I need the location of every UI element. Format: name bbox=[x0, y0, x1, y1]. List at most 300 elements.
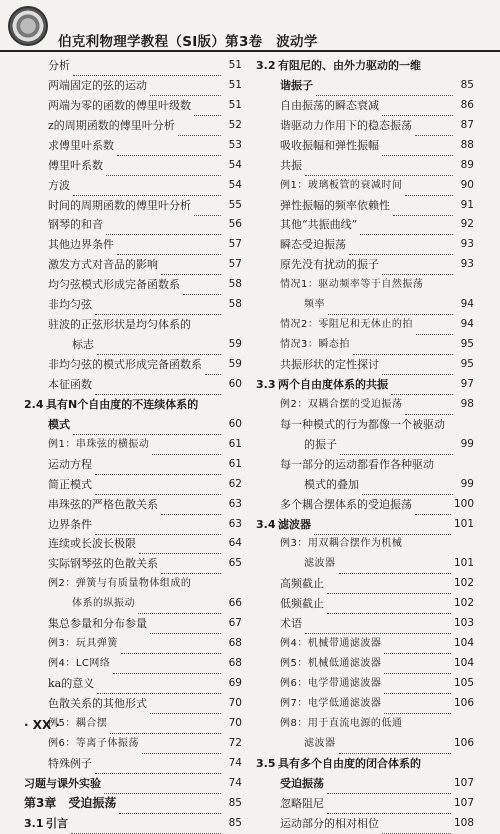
dot-leader bbox=[393, 203, 453, 216]
toc-entry bbox=[24, 395, 242, 415]
dot-leader bbox=[340, 442, 453, 455]
toc-entry-title: 简正模式 bbox=[48, 477, 92, 491]
dot-leader bbox=[382, 103, 453, 116]
toc-entry bbox=[256, 535, 474, 555]
toc-entry bbox=[256, 315, 474, 335]
toc-entry-title: 频率 bbox=[304, 299, 325, 311]
toc-entry-page: 57 bbox=[228, 258, 242, 271]
dot-leader bbox=[95, 382, 221, 395]
toc-entry bbox=[256, 56, 474, 76]
toc-entry-title: 有阻尼的、由外力驱动的一维 bbox=[278, 58, 421, 72]
toc-entry bbox=[256, 295, 474, 315]
toc-entry bbox=[256, 196, 474, 216]
toc-entry-page: 72 bbox=[228, 736, 242, 749]
dot-leader bbox=[113, 661, 221, 674]
toc-entry bbox=[24, 355, 242, 375]
toc-left-column bbox=[24, 56, 242, 834]
toc-entry-title: 连续或长波长极限 bbox=[48, 537, 136, 551]
toc-entry bbox=[24, 275, 242, 295]
toc-entry bbox=[256, 395, 474, 415]
toc-entry-title: 例5：耦合摆 bbox=[48, 717, 108, 729]
toc-entry-page: 51 bbox=[228, 98, 242, 111]
toc-entry-page: 61 bbox=[228, 457, 242, 470]
toc-entry bbox=[256, 674, 474, 694]
toc-entry-page: 85 bbox=[228, 796, 242, 809]
toc-entry-page: 70 bbox=[228, 696, 242, 709]
toc-entry-page: 51 bbox=[228, 78, 242, 91]
toc-entry-title: 吸收振幅和弹性振幅 bbox=[280, 138, 379, 152]
dot-leader bbox=[97, 681, 221, 694]
toc-entry bbox=[24, 455, 242, 475]
toc-entry-page: 67 bbox=[228, 617, 242, 630]
toc-entry-title: 本征函数 bbox=[48, 377, 92, 391]
toc-entry-title: 共振形状的定性探讨 bbox=[280, 358, 379, 372]
toc-entry bbox=[24, 96, 242, 116]
dot-leader bbox=[327, 581, 451, 594]
toc-entry-title: z的周期函数的傅里叶分析 bbox=[48, 118, 175, 132]
toc-entry-title: 钢琴的和音 bbox=[48, 218, 103, 232]
dot-leader bbox=[95, 482, 221, 495]
toc-entry-title: 引言 bbox=[46, 816, 68, 830]
dot-leader bbox=[161, 502, 221, 515]
toc-entry-page: 52 bbox=[228, 118, 242, 131]
dot-leader bbox=[73, 183, 221, 196]
toc-entry-page: 104 bbox=[453, 637, 474, 650]
toc-entry-title: 均匀弦模式形成完备函数系 bbox=[48, 278, 180, 292]
toc-entry bbox=[256, 515, 474, 535]
dot-leader bbox=[121, 641, 221, 654]
toc-entry-title: 谐驱动力作用下的稳态振荡 bbox=[280, 118, 412, 132]
toc-entry-title: 谐振子 bbox=[280, 78, 313, 92]
dot-leader bbox=[382, 262, 453, 275]
dot-leader bbox=[150, 621, 221, 634]
dot-leader bbox=[349, 242, 453, 255]
toc-entry bbox=[24, 315, 242, 335]
dot-leader bbox=[138, 601, 221, 614]
toc-entry-page: 101 bbox=[453, 517, 474, 530]
toc-entry-page: 87 bbox=[460, 118, 474, 131]
dot-leader bbox=[95, 761, 221, 774]
toc-entry bbox=[24, 634, 242, 654]
toc-entry-page: 101 bbox=[453, 557, 474, 570]
toc-entry bbox=[256, 574, 474, 594]
toc-entry bbox=[256, 235, 474, 255]
dot-leader bbox=[327, 801, 451, 814]
toc-entry-title: 分析 bbox=[48, 58, 70, 72]
dot-leader bbox=[106, 222, 221, 235]
toc-entry-page: 100 bbox=[453, 497, 474, 510]
toc-entry-title: 例1：玻璃板管的衰减时间 bbox=[280, 179, 403, 191]
toc-entry-title: 例2：弹簧与有质量物体组成的 bbox=[48, 578, 192, 590]
toc-entry bbox=[24, 674, 242, 694]
toc-entry-title: 其他边界条件 bbox=[48, 238, 114, 252]
toc-entry-title: 特殊例子 bbox=[48, 756, 92, 770]
dot-leader bbox=[305, 621, 451, 634]
toc-entry bbox=[24, 136, 242, 156]
toc-entry-title: 时间的周期函数的傅里叶分析 bbox=[48, 198, 191, 212]
toc-entry bbox=[24, 235, 242, 255]
toc-entry bbox=[24, 554, 242, 574]
dot-leader bbox=[384, 641, 451, 654]
toc-entry-title: 例7：电学低通滤波器 bbox=[280, 697, 382, 709]
toc-entry bbox=[256, 754, 474, 774]
toc-entry bbox=[24, 594, 242, 614]
toc-entry-page: 65 bbox=[228, 557, 242, 570]
toc-right-column bbox=[256, 56, 474, 834]
dot-leader bbox=[327, 781, 451, 794]
university-seal-logo bbox=[8, 6, 48, 46]
toc-entry bbox=[256, 415, 474, 435]
toc-entry-title: 例4：机械带通滤波器 bbox=[280, 638, 382, 650]
toc-entry-title: 例4：LC网络 bbox=[48, 658, 111, 670]
toc-entry-page: 56 bbox=[228, 218, 242, 231]
toc-entry-page: 53 bbox=[228, 138, 242, 151]
toc-entry-title: 例3：玩具弹簧 bbox=[48, 638, 118, 650]
toc-entry bbox=[256, 375, 474, 395]
toc-entry-title: 运动部分的相对相位 bbox=[280, 816, 379, 830]
toc-entry-page: 54 bbox=[228, 158, 242, 171]
toc-entry bbox=[256, 335, 474, 355]
toc-entry-page: 62 bbox=[228, 477, 242, 490]
dot-leader bbox=[353, 342, 453, 355]
dot-leader bbox=[327, 601, 451, 614]
toc-entry-title: 标志 bbox=[72, 338, 94, 352]
section-number: 3.2 bbox=[256, 58, 276, 72]
toc-entry-title: 非均匀弦的模式形成完备函数系 bbox=[48, 358, 202, 372]
toc-entry bbox=[24, 535, 242, 555]
toc-entry bbox=[256, 475, 474, 495]
toc-entry-page: 95 bbox=[460, 358, 474, 371]
dot-leader bbox=[360, 222, 453, 235]
toc-entry bbox=[24, 216, 242, 236]
section-number: 3.4 bbox=[256, 517, 276, 531]
toc-entry-page: 69 bbox=[228, 677, 242, 690]
toc-entry-title: 实际钢琴弦的色散关系 bbox=[48, 557, 158, 571]
toc-entry-title: 模式的叠加 bbox=[304, 477, 359, 491]
toc-entry-title: 低频截止 bbox=[280, 597, 324, 611]
header-rule bbox=[0, 50, 500, 52]
toc-entry-title: 两个自由度体系的共振 bbox=[278, 377, 388, 391]
dot-leader bbox=[194, 103, 221, 116]
dot-leader bbox=[150, 701, 221, 714]
toc-entry-page: 94 bbox=[460, 298, 474, 311]
toc-entry-title: 例5：机械低通滤波器 bbox=[280, 658, 382, 670]
toc-entry-page: 102 bbox=[453, 577, 474, 590]
toc-entry-title: 串珠弦的严格色散关系 bbox=[48, 497, 158, 511]
dot-leader bbox=[142, 741, 221, 754]
toc-entry bbox=[24, 734, 242, 754]
toc-entry-page: 94 bbox=[460, 318, 474, 331]
toc-entry bbox=[24, 156, 242, 176]
toc-entry-title: 的振子 bbox=[304, 437, 337, 451]
dot-leader bbox=[97, 342, 221, 355]
dot-leader bbox=[183, 282, 221, 295]
toc-entry-title: 习题与课外实验 bbox=[24, 776, 101, 790]
toc-entry-page: 106 bbox=[453, 696, 474, 709]
dot-leader bbox=[382, 362, 453, 375]
section-number: 3.5 bbox=[256, 756, 276, 770]
dot-leader bbox=[106, 163, 221, 176]
toc-entry-page: 74 bbox=[228, 776, 242, 789]
toc-entry bbox=[24, 515, 242, 535]
toc-entry bbox=[256, 216, 474, 236]
toc-entry-title: 术语 bbox=[280, 617, 302, 631]
toc-entry bbox=[24, 375, 242, 395]
toc-entry-title: 例1：串珠弦的横振动 bbox=[48, 438, 150, 450]
toc-entry-title: 共振 bbox=[280, 158, 302, 172]
toc-entry-page: 61 bbox=[228, 437, 242, 450]
dot-leader bbox=[95, 302, 221, 315]
toc-entry bbox=[24, 654, 242, 674]
dot-leader bbox=[73, 63, 221, 76]
toc-entry-title: 受迫振荡 bbox=[280, 776, 324, 790]
toc-entry bbox=[24, 76, 242, 96]
dot-leader bbox=[316, 83, 453, 96]
toc-entry-title: 多个耦合摆体系的受迫振荡 bbox=[280, 497, 412, 511]
toc-entry-title: 第3章 受迫振荡 bbox=[24, 795, 117, 810]
toc-entry-page: 54 bbox=[228, 178, 242, 191]
dot-leader bbox=[339, 561, 451, 574]
toc-entry bbox=[24, 614, 242, 634]
toc-entry bbox=[256, 275, 474, 295]
toc-entry-title: 高频截止 bbox=[280, 577, 324, 591]
toc-entry-page: 99 bbox=[460, 437, 474, 450]
toc-entry bbox=[256, 435, 474, 455]
dot-leader bbox=[405, 183, 453, 196]
dot-leader bbox=[415, 502, 451, 515]
dot-leader bbox=[178, 123, 221, 136]
toc-entry bbox=[256, 794, 474, 814]
toc-entry-title: 驻波的正弦形状是均匀体系的 bbox=[48, 318, 191, 332]
toc-entry bbox=[24, 794, 242, 814]
toc-entry-title: 忽略阻尼 bbox=[280, 796, 324, 810]
toc-entry-title: 激发方式对音品的影响 bbox=[48, 258, 158, 272]
toc-entry bbox=[256, 654, 474, 674]
toc-entry-page: 68 bbox=[228, 637, 242, 650]
toc-entry-title: 色散关系的其他形式 bbox=[48, 696, 147, 710]
toc-entry-title: 两端固定的弦的运动 bbox=[48, 78, 147, 92]
toc-entry bbox=[256, 614, 474, 634]
toc-entry bbox=[24, 415, 242, 435]
toc-entry-page: 88 bbox=[460, 138, 474, 151]
toc-entry-title: 每一部分的运动都看作各种驱动 bbox=[280, 457, 434, 471]
toc-entry-page: 59 bbox=[228, 358, 242, 371]
toc-entry-title: 例3：用双耦合摆作为机械 bbox=[280, 538, 403, 550]
toc-entry bbox=[24, 176, 242, 196]
dot-leader bbox=[104, 781, 221, 794]
dot-leader bbox=[415, 123, 453, 136]
toc-entry-page: 93 bbox=[460, 258, 474, 271]
dot-leader bbox=[152, 442, 221, 455]
toc-entry-page: 60 bbox=[228, 377, 242, 390]
toc-entry-title: 其他“共振曲线” bbox=[280, 218, 358, 232]
dot-leader bbox=[139, 541, 221, 554]
dot-leader bbox=[362, 482, 453, 495]
toc-entry-page: 74 bbox=[228, 756, 242, 769]
toc-entry-page: 64 bbox=[228, 537, 242, 550]
toc-entry-title: 情况1：驱动频率等于自然振荡 bbox=[280, 279, 424, 291]
toc-entry-page: 93 bbox=[460, 238, 474, 251]
dot-leader bbox=[119, 801, 221, 814]
dot-leader bbox=[117, 143, 221, 156]
toc-entry-page: 104 bbox=[453, 657, 474, 670]
book-title: 伯克利物理学教程（SI版）第3卷 波动学 bbox=[58, 34, 318, 50]
toc-entry-page: 70 bbox=[228, 716, 242, 729]
toc-entry-title: ka的意义 bbox=[48, 677, 95, 691]
dot-leader bbox=[314, 522, 451, 535]
dot-leader bbox=[416, 322, 453, 335]
dot-leader bbox=[305, 163, 453, 176]
toc-entry-page: 103 bbox=[453, 617, 474, 630]
toc-entry-title: 具有N个自由度的不连续体系的 bbox=[46, 397, 199, 411]
page-header bbox=[0, 0, 500, 52]
section-number: 2.4 bbox=[24, 397, 44, 411]
toc-entry bbox=[256, 76, 474, 96]
toc-entry bbox=[24, 814, 242, 834]
toc-entry-page: 86 bbox=[460, 98, 474, 111]
toc-entry bbox=[24, 475, 242, 495]
dot-leader bbox=[328, 302, 453, 315]
toc-entry-page: 59 bbox=[228, 338, 242, 351]
toc-entry bbox=[256, 455, 474, 475]
dot-leader bbox=[384, 681, 451, 694]
toc-entry bbox=[24, 255, 242, 275]
toc-entry-title: 边界条件 bbox=[48, 517, 92, 531]
toc-entry-page: 85 bbox=[228, 816, 242, 829]
toc-entry bbox=[256, 255, 474, 275]
dot-leader bbox=[95, 462, 221, 475]
toc-entry-page: 51 bbox=[228, 58, 242, 71]
dot-leader bbox=[405, 402, 453, 415]
toc-entry-page: 107 bbox=[453, 796, 474, 809]
toc-entry-title: 两端为零的函数的傅里叶级数 bbox=[48, 98, 191, 112]
toc-entry bbox=[24, 574, 242, 594]
toc-entry bbox=[24, 495, 242, 515]
toc-entry-page: 63 bbox=[228, 517, 242, 530]
dot-leader bbox=[384, 661, 451, 674]
dot-leader bbox=[391, 382, 453, 395]
toc-entry-page: 68 bbox=[228, 657, 242, 670]
toc-entry bbox=[256, 714, 474, 734]
toc-entry-title: 例6：等离子体振荡 bbox=[48, 737, 139, 749]
toc-entry-page: 108 bbox=[453, 816, 474, 829]
toc-entry-page: 89 bbox=[460, 158, 474, 171]
dot-leader bbox=[382, 143, 453, 156]
toc-entry-page: 92 bbox=[460, 218, 474, 231]
dot-leader bbox=[71, 821, 221, 834]
toc-entry-page: 63 bbox=[228, 497, 242, 510]
dot-leader bbox=[382, 821, 451, 834]
dot-leader bbox=[73, 422, 221, 435]
toc-entry-page: 58 bbox=[228, 298, 242, 311]
toc-entry-title: 每一种模式的行为都像一个被驱动 bbox=[280, 417, 445, 431]
toc-entry-page: 66 bbox=[228, 597, 242, 610]
toc-entry-title: 滤波器 bbox=[304, 558, 336, 570]
section-number: 3.3 bbox=[256, 377, 276, 391]
toc-entry-page: 106 bbox=[453, 736, 474, 749]
toc-entry-title: 运动方程 bbox=[48, 457, 92, 471]
toc-entry bbox=[24, 335, 242, 355]
dot-leader bbox=[150, 83, 221, 96]
toc-entry-title: 情况3：瞬态拍 bbox=[280, 339, 350, 351]
toc-entry bbox=[256, 96, 474, 116]
toc-entry-title: 瞬态受迫振荡 bbox=[280, 238, 346, 252]
toc-entry-page: 90 bbox=[460, 178, 474, 191]
toc-entry-page: 60 bbox=[228, 417, 242, 430]
toc-entry bbox=[256, 814, 474, 834]
toc-entry-page: 102 bbox=[453, 597, 474, 610]
toc-entry-title: 例8：用于直流电源的低通 bbox=[280, 717, 403, 729]
toc-entry bbox=[256, 116, 474, 136]
toc-entry-title: 具有多个自由度的闭合体系的 bbox=[278, 756, 421, 770]
toc-entry-title: 模式 bbox=[48, 417, 70, 431]
toc-entry bbox=[256, 355, 474, 375]
toc-entry-title: 求傅里叶系数 bbox=[48, 138, 114, 152]
toc-entry bbox=[256, 136, 474, 156]
dot-leader bbox=[117, 242, 221, 255]
toc-entry-title: 滤波器 bbox=[278, 517, 311, 531]
toc-entry bbox=[256, 554, 474, 574]
toc-entry bbox=[24, 295, 242, 315]
dot-leader bbox=[161, 561, 221, 574]
toc-entry bbox=[256, 694, 474, 714]
dot-leader bbox=[194, 203, 221, 216]
toc-entry-title: 例6：电学带通滤波器 bbox=[280, 678, 382, 690]
toc-entry bbox=[256, 156, 474, 176]
toc-entry-title: 情况2：零阻尼和无休止的拍 bbox=[280, 319, 413, 331]
toc-entry-title: 滤波器 bbox=[304, 737, 336, 749]
toc-entry-page: 85 bbox=[460, 78, 474, 91]
toc-entry bbox=[24, 116, 242, 136]
toc-entry-title: 非均匀弦 bbox=[48, 298, 92, 312]
toc-entry-title: 弹性振幅的频率依赖性 bbox=[280, 198, 390, 212]
toc-entry-page: 98 bbox=[460, 397, 474, 410]
toc-entry-page: 97 bbox=[460, 377, 474, 390]
toc-entry-title: 集总参量和分布参量 bbox=[48, 617, 147, 631]
dot-leader bbox=[110, 721, 221, 734]
dot-leader bbox=[95, 522, 221, 535]
toc-entry bbox=[24, 196, 242, 216]
toc-entry-title: 自由振荡的瞬态衰减 bbox=[280, 98, 379, 112]
dot-leader bbox=[205, 362, 221, 375]
toc-entry bbox=[24, 435, 242, 455]
toc-entry bbox=[24, 754, 242, 774]
toc-entry-page: 95 bbox=[460, 338, 474, 351]
dot-leader bbox=[384, 701, 451, 714]
toc-entry-page: 55 bbox=[228, 198, 242, 211]
toc-entry bbox=[256, 774, 474, 794]
toc-entry-page: 57 bbox=[228, 238, 242, 251]
toc-entry bbox=[256, 734, 474, 754]
toc-entry-title: 傅里叶系数 bbox=[48, 158, 103, 172]
toc-entry-page: 91 bbox=[460, 198, 474, 211]
toc-entry-title: 方波 bbox=[48, 178, 70, 192]
toc-entry-page: 107 bbox=[453, 776, 474, 789]
toc-entry bbox=[24, 694, 242, 714]
toc-entry bbox=[256, 634, 474, 654]
dot-leader bbox=[339, 741, 451, 754]
toc-entry bbox=[256, 495, 474, 515]
page-number: · XX · bbox=[24, 718, 60, 732]
toc-entry-title: 例2：双耦合摆的受迫振荡 bbox=[280, 398, 403, 410]
toc-entry-title: 原先没有扰动的振子 bbox=[280, 258, 379, 272]
toc-entry-page: 58 bbox=[228, 278, 242, 291]
toc-entry bbox=[256, 176, 474, 196]
toc-entry bbox=[24, 774, 242, 794]
toc-entry-title: 体系的纵振动 bbox=[72, 598, 135, 610]
dot-leader bbox=[161, 262, 221, 275]
toc-entry bbox=[24, 56, 242, 76]
